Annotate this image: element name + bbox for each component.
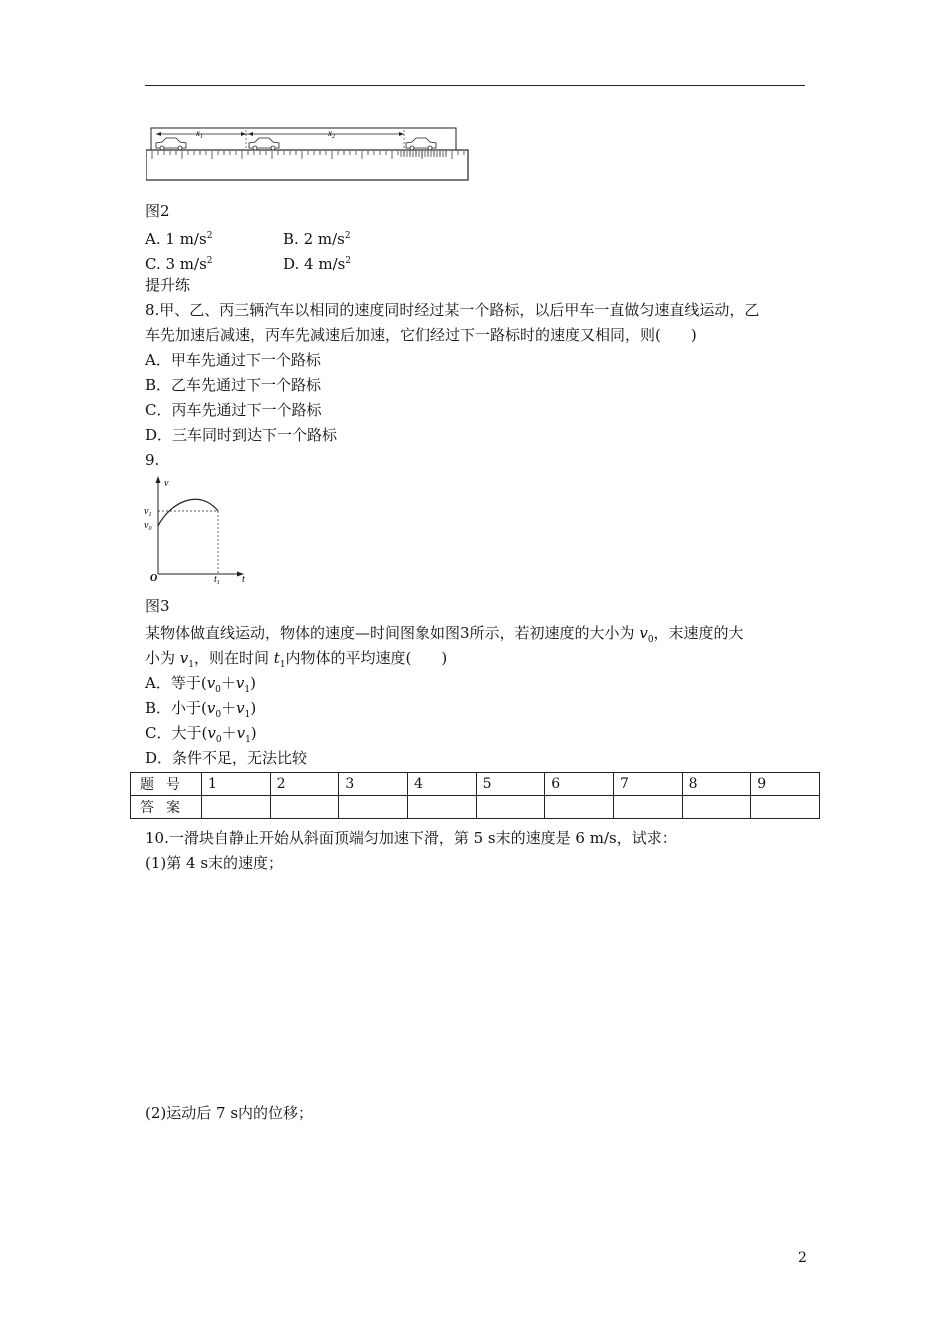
question-number-cell: 7 xyxy=(613,773,682,796)
q8-line1: 8.甲、乙、丙三辆汽车以相同的速度同时经过某一个路标，以后甲车一直做匀速直线运动，乙 xyxy=(145,301,760,319)
graph-v0-sub: 0 xyxy=(148,526,152,532)
svg-text:x2 xyxy=(327,128,335,140)
answer-cell[interactable] xyxy=(613,796,682,819)
question-number-cell: 9 xyxy=(751,773,820,796)
answer-cell[interactable] xyxy=(339,796,408,819)
q9-number: 9. xyxy=(145,451,160,469)
q8-option-d: D．三车同时到达下一个路标 xyxy=(145,426,338,444)
graph-v-axis-label: v xyxy=(164,478,169,489)
graph-v1-sub: 1 xyxy=(148,512,152,518)
question-number-cell: 8 xyxy=(682,773,751,796)
graph-t1-sub: 1 xyxy=(216,580,220,586)
ruler-ticks xyxy=(152,151,464,159)
q7-option-a: A. 1 $m/s^2$ xyxy=(145,230,213,248)
q7-option-b: B. 2 $m/s^2$ xyxy=(283,230,351,248)
answer-cell[interactable] xyxy=(545,796,614,819)
question-number-cell: 6 xyxy=(545,773,614,796)
x1-sub: 1 xyxy=(200,134,203,140)
answer-table-header-row xyxy=(131,773,820,796)
q9-option-a: A．等于$(v_0+v_1)$ xyxy=(145,674,256,695)
answer-table-answer-row xyxy=(131,796,820,819)
car-icon xyxy=(406,138,436,150)
q10-part2: (2)运动后 7 s内的位移； xyxy=(145,1104,314,1122)
car-icon xyxy=(156,138,186,150)
velocity-time-graph xyxy=(140,474,260,586)
section-title: 提升练 xyxy=(145,276,191,294)
graph-t1-label: t xyxy=(214,574,217,585)
answer-table xyxy=(130,772,820,819)
answer-cell[interactable] xyxy=(270,796,339,819)
q9-option-b: B．小于$(v_0+v_1)$ xyxy=(145,699,257,720)
question-number-label: 题号 xyxy=(131,773,202,796)
question-number-cell: 1 xyxy=(202,773,271,796)
q10-part1: (1)第 4 s末的速度； xyxy=(145,854,284,872)
q8-line2: 车先加速后减速，丙车先减速后加速，它们经过下一路标时的速度又相同，则( ) xyxy=(145,326,697,344)
question-number-cell: 2 xyxy=(270,773,339,796)
q8-option-b: B．乙车先通过下一个路标 xyxy=(145,376,322,394)
answer-label: 答案 xyxy=(131,796,202,819)
graph-t-axis-label: t xyxy=(242,574,245,585)
question-number-cell: 5 xyxy=(476,773,545,796)
answer-cell[interactable] xyxy=(682,796,751,819)
fig3-caption: 图3 xyxy=(145,597,170,615)
q9-line2: 小为 $v_1$，则在时间 $t_1$内物体的平均速度( ) xyxy=(145,649,448,670)
q9-line1: 某物体做直线运动，物体的速度—时间图象如图3所示，若初速度的大小为 $v_0$，末速度的大 xyxy=(145,624,744,645)
x1-label: x xyxy=(196,128,200,138)
answer-cell[interactable] xyxy=(407,796,476,819)
graph-origin-label: O xyxy=(150,573,158,584)
q7-option-d: D. 4 $m/s^2$ xyxy=(283,255,352,273)
ruler-car-figure xyxy=(146,126,472,182)
question-number-cell: 4 xyxy=(407,773,476,796)
answer-cell[interactable] xyxy=(751,796,820,819)
answer-cell[interactable] xyxy=(202,796,271,819)
x2-sub: 2 xyxy=(332,134,335,140)
q8-option-a: A．甲车先通过下一个路标 xyxy=(145,351,321,369)
svg-text:O xyxy=(150,573,157,584)
svg-text:v1 xyxy=(144,506,151,518)
question-number-cell: 3 xyxy=(339,773,408,796)
header-rule xyxy=(145,85,805,86)
q10-stem: 10.一滑块自静止开始从斜面顶端匀加速下滑，第 5 s末的速度是 6 m/s，试求： xyxy=(145,829,677,847)
svg-text:v xyxy=(164,478,169,489)
svg-text:t xyxy=(242,574,245,585)
q7-option-c: C. 3 $m/s^2$ xyxy=(145,255,213,273)
graph-v0-label: v xyxy=(144,520,149,531)
fig2-caption: 图2 xyxy=(145,202,170,220)
answer-cell[interactable] xyxy=(476,796,545,819)
car-icon xyxy=(249,138,279,150)
q9-option-c: C．大于$(v_0+v_1)$ xyxy=(145,724,257,745)
svg-text:v0 xyxy=(144,520,151,532)
x2-label: x xyxy=(328,128,332,138)
graph-v1-label: v xyxy=(144,506,149,517)
q9-option-d: D．条件不足，无法比较 xyxy=(145,749,308,767)
q8-option-c: C．丙车先通过下一个路标 xyxy=(145,401,322,419)
svg-text:x1 xyxy=(195,128,203,140)
svg-text:t1 xyxy=(214,574,220,586)
page-number: 2 xyxy=(798,1250,807,1266)
